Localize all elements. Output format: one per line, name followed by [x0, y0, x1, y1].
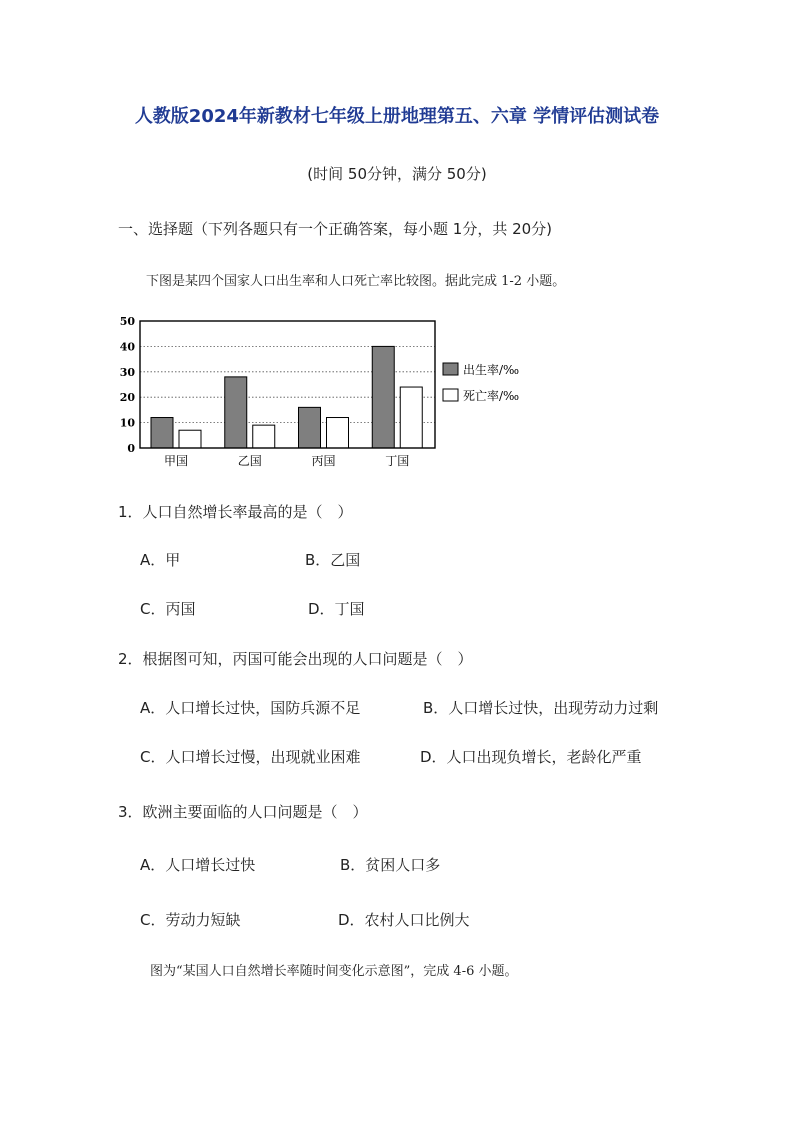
question-2-option-a[interactable]: A．人口增长过快，国防兵源不足 [140, 699, 361, 717]
legend-label: 死亡率/‰ [463, 389, 520, 403]
y-tick-label: 20 [119, 391, 135, 405]
birth-rate-bar-3 [299, 407, 321, 448]
question-3-stem: 3．欧洲主要面临的人口问题是（ ） [118, 803, 368, 821]
birth-death-rate-chart [112, 310, 532, 475]
question-3-option-b[interactable]: B．贫困人口多 [340, 856, 441, 874]
legend-swatch [443, 389, 458, 401]
y-tick-label: 10 [119, 416, 135, 430]
question-3-option-a[interactable]: A．人口增长过快 [140, 856, 256, 874]
chart2-intro-text: 图为“某国人口自然增长率随时间变化示意图”，完成 4-6 小题。 [150, 964, 518, 979]
question-1-option-b[interactable]: B．乙国 [305, 551, 361, 569]
section-heading: 一、选择题（下列各题只有一个正确答案，每小题 1分，共 20分) [118, 220, 553, 238]
question-2-option-b[interactable]: B．人口增长过快，出现劳动力过剩 [423, 699, 659, 717]
question-3-option-d[interactable]: D．农村人口比例大 [338, 911, 470, 929]
legend-label: 出生率/‰ [463, 363, 520, 377]
x-category-label: 丁国 [385, 454, 410, 468]
birth-rate-bar-1 [151, 418, 173, 448]
death-rate-bar-3 [327, 418, 349, 448]
death-rate-bar-2 [253, 425, 275, 448]
exam-time-note: (时间 50分钟，满分 50分) [307, 165, 487, 183]
chart-intro-text: 下图是某四个国家人口出生率和人口死亡率比较图。据此完成 1-2 小题。 [146, 274, 566, 289]
x-category-label: 丙国 [311, 454, 336, 468]
x-category-label: 乙国 [237, 454, 262, 468]
question-2-option-c[interactable]: C．人口增长过慢，出现就业困难 [140, 748, 361, 766]
birth-rate-bar-4 [372, 346, 394, 448]
question-3-option-c[interactable]: C．劳动力短缺 [140, 911, 241, 929]
birth-rate-bar-2 [225, 377, 247, 448]
y-tick-label: 50 [119, 315, 135, 328]
y-tick-label: 30 [119, 365, 135, 379]
question-1-option-a[interactable]: A．甲 [140, 551, 181, 569]
y-tick-label: 0 [127, 442, 135, 455]
question-1-option-c[interactable]: C．丙国 [140, 600, 196, 618]
question-1-option-d[interactable]: D．丁国 [308, 600, 365, 618]
death-rate-bar-4 [400, 387, 422, 448]
death-rate-bar-1 [179, 430, 201, 448]
question-2-option-d[interactable]: D．人口出现负增长，老龄化严重 [420, 748, 642, 766]
y-tick-label: 40 [119, 340, 135, 354]
question-1-stem: 1．人口自然增长率最高的是（ ） [118, 503, 353, 521]
page-title: 人教版2024年新教材七年级上册地理第五、六章 学情评估测试卷 [134, 106, 660, 127]
question-2-stem: 2．根据图可知，丙国可能会出现的人口问题是（ ） [118, 650, 473, 668]
legend-swatch [443, 363, 458, 375]
x-category-label: 甲国 [163, 454, 189, 468]
